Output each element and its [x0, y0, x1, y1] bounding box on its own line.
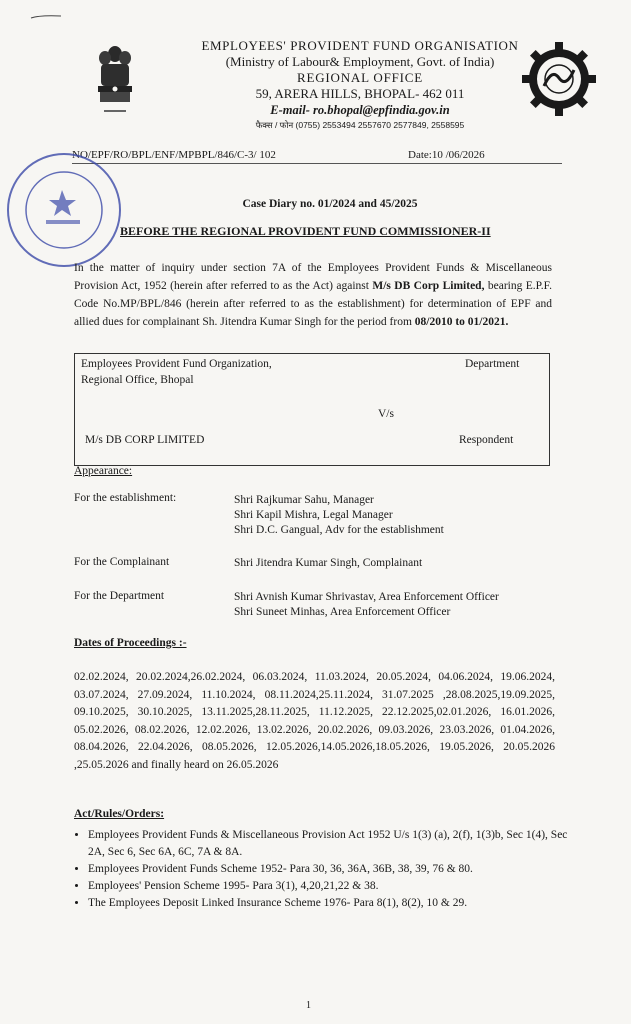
department-name-line2: Regional Office, Bhopal: [81, 374, 194, 386]
acts-heading: Act/Rules/Orders:: [74, 808, 165, 820]
authority-heading: BEFORE THE REGIONAL PROVIDENT FUND COMMISSIONER-II: [120, 224, 491, 238]
list-item: • Employees Provident Funds & Miscellaneous Provision Act 1952 U/s 1(3) (a), 2(f), 1(3)b, Sec 1(4), Sec 2A, Sec 6, Sec 6A, 6C, 7A & 8A.: [88, 827, 580, 861]
inquiry-paragraph: In the matter of inquiry under section 7A of the Employees Provident Funds & Miscellaneous Provision Act, 1952 (herein after referred to as the Act) against M/s DB Corp Limited, bearing E.P.F. Code No.MP/BPL/846 (herein after referred to as the establishment) for determination of EPF and allied dues for complainant Sh. Jitendra Kumar Singh for the period from 08/2010 to 01/2021.: [74, 262, 553, 328]
establishment-representatives: [234, 493, 444, 538]
proceedings-heading: Dates of Proceedings :-: [74, 637, 187, 649]
establishment-label: For the establishment:: [74, 492, 177, 504]
page-number: 1: [306, 1000, 311, 1011]
email-line: E-mail- ro.bhopal@epfindia.gov.in: [270, 103, 450, 117]
representative: Shri Rajkumar Sahu, Manager: [234, 494, 374, 506]
department-representatives: [234, 590, 499, 620]
org-name: EMPLOYEES' PROVIDENT FUND ORGANISATION: [201, 38, 519, 53]
complainant-label: For the Complainant: [74, 556, 170, 568]
list-item: • The Employees Deposit Linked Insurance Scheme 1976- Para 8(1), 8(2), 10 & 29.: [88, 895, 580, 912]
appearance-heading: Appearance:: [74, 465, 133, 477]
department-label: For the Department: [74, 590, 165, 602]
inquiry-period: 08/2010 to 01/2021.: [414, 316, 509, 328]
parties-box: [74, 353, 550, 466]
proceedings-dates: 02.02.2024, 20.02.2024,26.02.2024, 06.03.2024, 11.03.2024, 20.05.2024, 04.06.2024, 19.06.2024, 03.07.2024, 27.09.2024, 11.10.2024, 08.11.2024,25.11.2024, 31.07.2025 ,28.08.2025,19.09.2025, 09.10.2025, 30.10.2025, 13.11.2025,28.11.2025, 11.12.2025, 22.12.2025,02.01.2026, 16.01.2026, 05.02.2026, 08.02.2026, 12.02.2026, 13.02.2026, 20.02.2026, 09.03.2026, 23.03.2026, 01.04.2026, 08.04.2026, 22.04.2026, 08.05.2026, 12.05.2026,14.05.2026,18.05.2026, 19.05.2026, 20.05.2026 ,25.05.2026 and finally heard on 26.05.2026: [74, 671, 555, 771]
versus-label: V/s: [378, 408, 394, 420]
representative: Shri Kapil Mishra, Legal Manager: [234, 509, 393, 521]
office-line: REGIONAL OFFICE: [297, 70, 423, 85]
list-item: • Employees Provident Funds Scheme 1952- Para 30, 36, 36A, 36B, 38, 39, 76 & 80.: [88, 861, 580, 878]
pen-mark: [30, 14, 62, 20]
department-name-line1: Employees Provident Fund Organization,: [81, 358, 272, 370]
respondent-name: M/s DB CORP LIMITED: [85, 434, 205, 446]
complainant-name: Shri Jitendra Kumar Singh, Complainant: [234, 557, 423, 569]
company-name: M/s DB Corp Limited,: [372, 280, 485, 292]
representative: Shri Avnish Kumar Shrivastav, Area Enforcement Officer: [234, 591, 499, 603]
respondent-role: Respondent: [459, 434, 514, 446]
ministry-line: (Ministry of Labour& Employment, Govt. of India): [225, 54, 495, 69]
case-diary-number: Case Diary no. 01/2024 and 45/2025: [242, 198, 418, 210]
representative: Shri D.C. Gangual, Adv for the establishment: [234, 524, 444, 536]
department-role: Department: [465, 358, 520, 370]
reference-line: [72, 149, 562, 164]
representative: Shri Suneet Minhas, Area Enforcement Officer: [234, 606, 451, 618]
acts-list: [66, 827, 580, 912]
national-emblem-logo: [92, 40, 138, 118]
reference-date: Date:10 /06/2026: [408, 149, 485, 161]
address-line: 59, ARERA HILLS, BHOPAL- 462 011: [255, 86, 465, 101]
phone-line: फैक्स / फोन (0755) 2553494 2557670 2577849, 2558595: [255, 120, 465, 130]
list-item: • Employees' Pension Scheme 1995- Para 3(1), 4,20,21,22 & 38.: [88, 878, 580, 895]
reference-number: NO/EPF/RO/BPL/ENF/MPBPL/846/C-3/ 102: [72, 149, 276, 161]
office-round-stamp: [4, 150, 124, 270]
